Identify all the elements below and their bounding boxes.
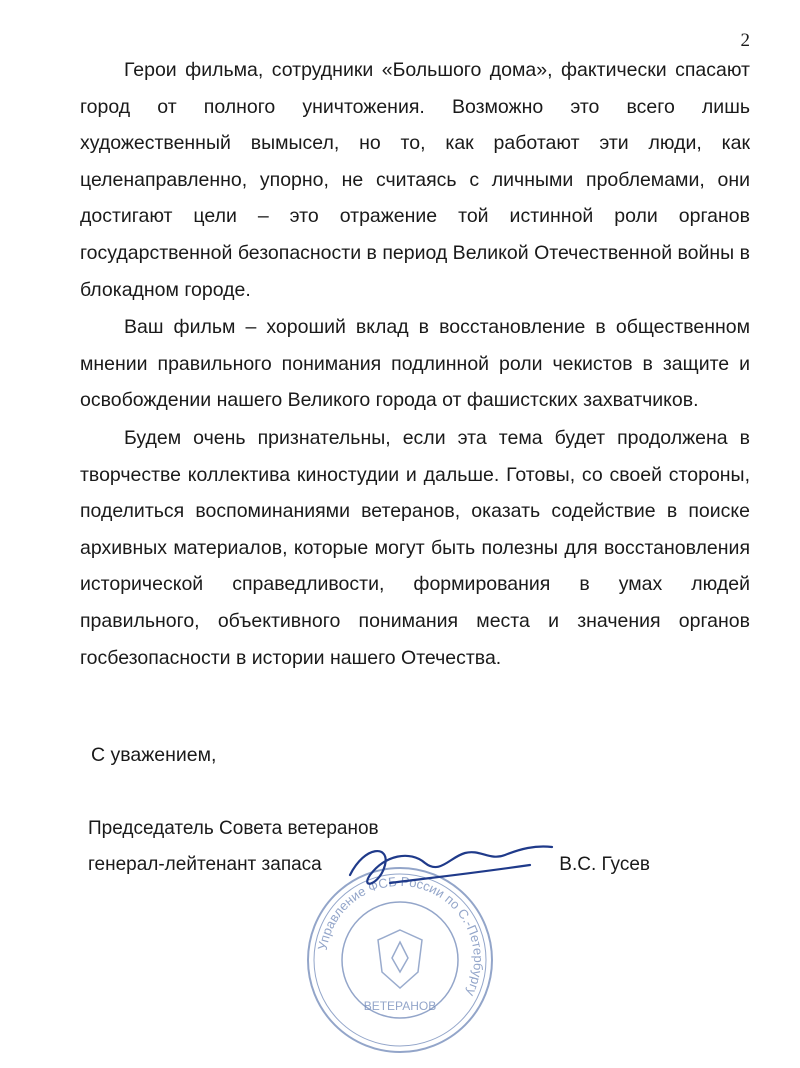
handwritten-signature xyxy=(330,835,560,905)
paragraph-3: Будем очень признательны, если эта тема будет продолжена в творчестве коллектива киностудии и дальше. Готовы, со своей стороны, поделиться воспоминаниями ветеранов, оказать содействие в поиске архивных материалов, которые могут быть полезны для восстановления исторической справедливости, формирования в умах людей правильного, объективного понимания места и значения органов госбезопасности в истории нашего Отечества. xyxy=(80,426,750,669)
stamp-inner-text: ВЕТЕРАНОВ xyxy=(363,999,437,1013)
stamp-outer-text: Управление ФСБ России по С.-Петербургу xyxy=(314,873,487,999)
page-number: 2 xyxy=(740,30,750,51)
closing-salutation: С уважением, xyxy=(91,744,217,766)
letter-body xyxy=(80,52,750,677)
paragraph-1: Герои фильма, сотрудники «Большого дома», фактически спасают город от полного уничтожения. Возможно это всего лишь художественный вымысел, но то, как работают эти люди, как целенаправленно, упорно, не считаясь с личными проблемами, они достигают цели – это отражение той истинной роли органов государственной безопасности в период Великой Отечественной войны в блокадном городе. xyxy=(80,59,750,301)
paragraph-2: Ваш фильм – хороший вклад в восстановление в общественном мнении правильного понимания подлинной роли чекистов в защите и освобождении нашего Великого города от фашистских захватчиков. xyxy=(80,316,750,412)
signer-position: Председатель Совета ветеранов xyxy=(88,818,379,839)
signer-rank: генерал-лейтенант запаса xyxy=(88,854,322,875)
signer-name: В.С. Гусев xyxy=(559,854,650,875)
